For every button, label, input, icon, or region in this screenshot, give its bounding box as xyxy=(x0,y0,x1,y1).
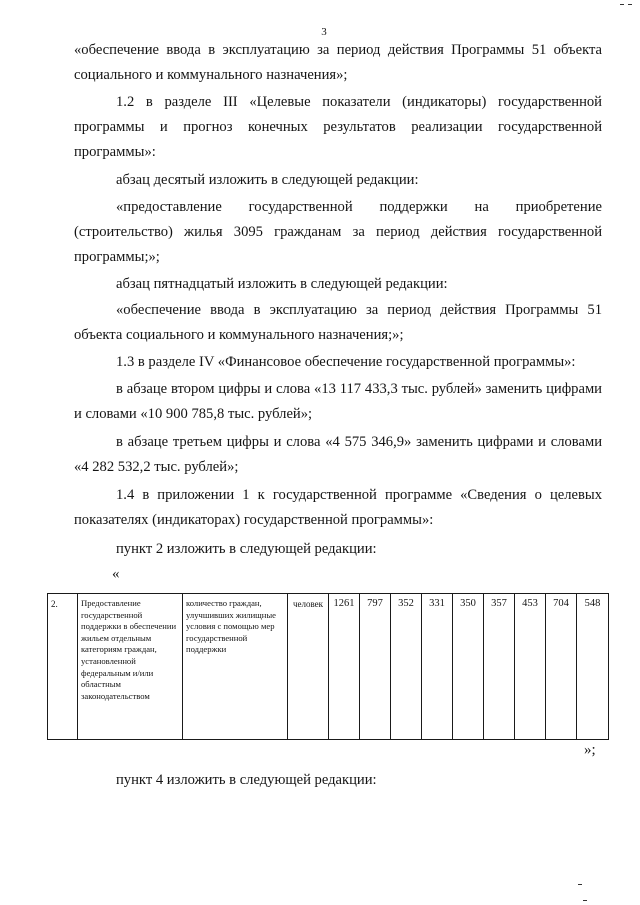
value-cell: 704 xyxy=(546,594,577,740)
page-number: 3 xyxy=(321,26,327,38)
value-cell: 797 xyxy=(360,594,391,740)
scan-mark xyxy=(620,4,624,5)
table-row xyxy=(48,594,609,740)
paragraph-8: в абзаце втором цифры и слова «13 117 433,3 тыс. рублей» заменить цифрами и словами «10 900 785,8 тыс. рублей»; xyxy=(74,381,602,422)
row-indicator-cell: количество граждан, улучшивших жилищные условия с помощью мер государственной поддержки xyxy=(183,594,288,740)
value-cell: 350 xyxy=(453,594,484,740)
quote-close-mark: »; xyxy=(584,742,596,758)
paragraph-12: пункт 4 изложить в следующей редакции: xyxy=(116,772,377,788)
paragraph-2: 1.2 в разделе III «Целевые показатели (индикаторы) государственной программы и прогноз конечных результатов реализации государственной программы»: xyxy=(74,94,602,160)
row-unit-cell: человек xyxy=(288,594,329,740)
indicator-table xyxy=(47,593,609,740)
paragraph-9: в абзаце третьем цифры и слова «4 575 346,9» заменить цифрами и словами «4 282 532,2 тыс. рублей»; xyxy=(74,434,602,475)
quote-open-mark: « xyxy=(112,566,120,582)
paragraph-6: «обеспечение ввода в эксплуатацию за период действия Программы 51 объекта социального и коммунального назначения;»; xyxy=(74,302,602,343)
value-cell: 357 xyxy=(484,594,515,740)
paragraph-1: «обеспечение ввода в эксплуатацию за период действия Программы 51 объекта социального и коммунального назначения»; xyxy=(74,42,602,83)
scan-mark xyxy=(578,884,582,885)
paragraph-7: 1.3 в разделе IV «Финансовое обеспечение государственной программы»: xyxy=(116,354,576,370)
paragraph-4: «предоставление государственной поддержки на приобретение (строительство) жилья 3095 гражданам за период действия государственной программы;»; xyxy=(74,199,602,265)
value-cell: 352 xyxy=(391,594,422,740)
paragraph-10: 1.4 в приложении 1 к государственной программе «Сведения о целевых показателях (индикаторах) государственной программы»: xyxy=(74,487,602,528)
paragraph-3: абзац десятый изложить в следующей редакции: xyxy=(116,172,419,188)
paragraph-11: пункт 2 изложить в следующей редакции: xyxy=(116,541,377,557)
value-cell: 548 xyxy=(577,594,609,740)
paragraph-5: абзац пятнадцатый изложить в следующей редакции: xyxy=(116,276,448,292)
value-cell: 1261 xyxy=(329,594,360,740)
scan-mark xyxy=(628,4,632,5)
value-cell: 453 xyxy=(515,594,546,740)
row-name-cell: Предоставление государственной поддержки в обеспечении жильем отдельным категориям граждан, установленной федеральным и/или областным законодательством xyxy=(78,594,183,740)
row-number-cell: 2. xyxy=(48,594,78,740)
scan-mark xyxy=(583,900,587,901)
value-cell: 331 xyxy=(422,594,453,740)
